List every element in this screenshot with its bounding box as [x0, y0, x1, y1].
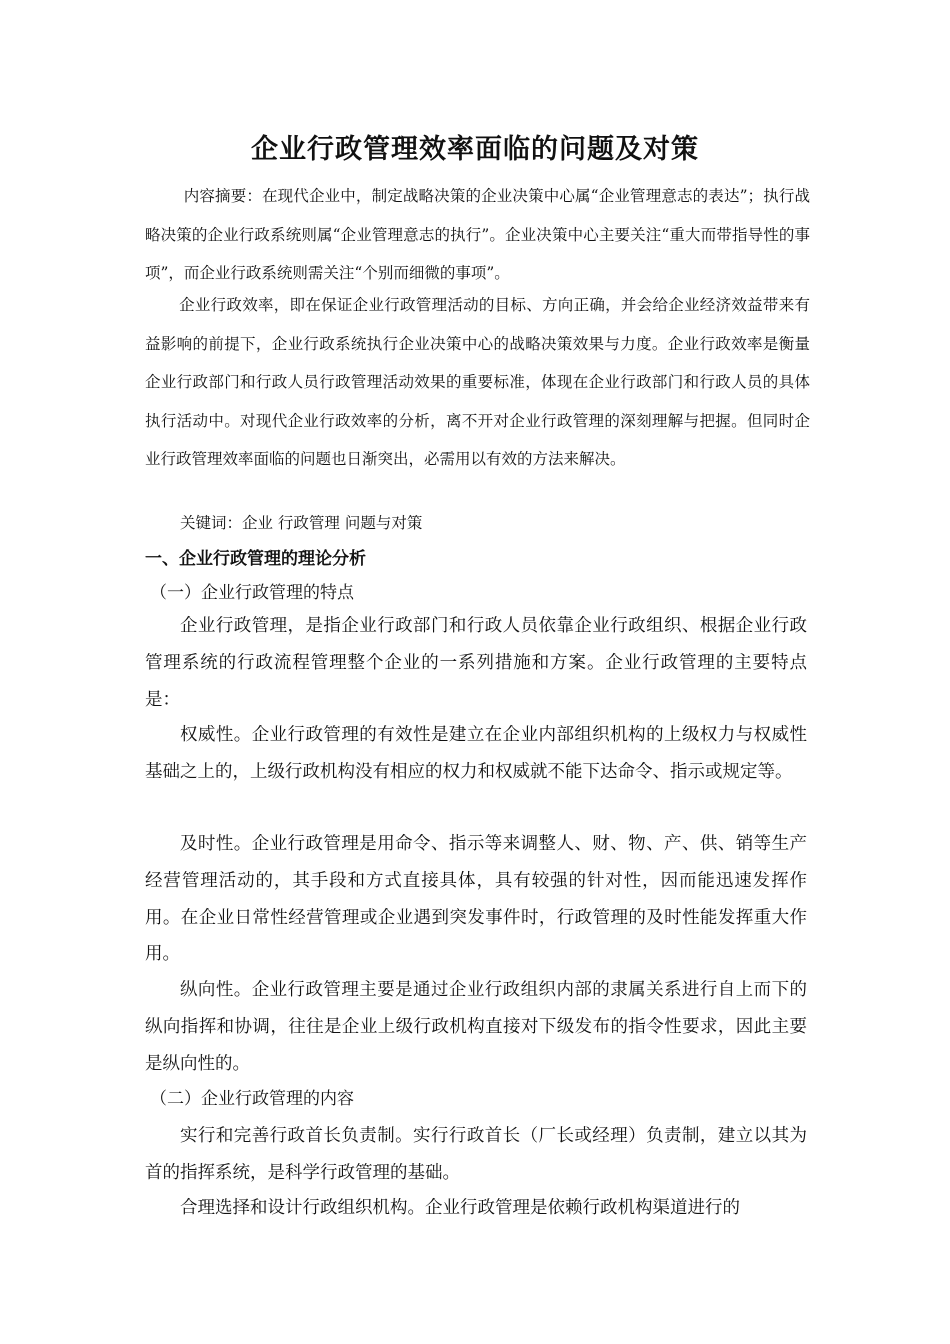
section-heading-theory: 一、企业行政管理的理论分析: [145, 549, 366, 569]
paragraph-authority: 权威性。企业行政管理的有效性是建立在企业内部组织机构的上级权力与权威性基础之上的，上级行政机构没有相应的权力和权威就不能下达命令、指示或规定等。: [145, 725, 807, 782]
paragraph-responsibility: 实行和完善行政首长负责制。实行行政首长（厂长或经理）负责制，建立以其为首的指挥系统，是科学行政管理的基础。: [145, 1126, 807, 1183]
subsection-heading-content: （二）企业行政管理的内容: [150, 1089, 354, 1109]
abstract-paragraph: 内容摘要：在现代企业中，制定战略决策的企业决策中心属“企业管理意志的表达”；执行战略决策的企业行政系统则属“企业管理意志的执行”。企业决策中心主要关注“重大而带指导性的事项”，而企业行政系统则需关注“个别而细微的事项”。: [145, 187, 810, 283]
paragraph-vertical: 纵向性。企业行政管理主要是通过企业行政组织内部的隶属关系进行自上而下的纵向指挥和协调，往往是企业上级行政机构直接对下级发布的指令性要求，因此主要是纵向性的。: [145, 980, 807, 1074]
paragraph-definition: 企业行政管理，是指企业行政部门和行政人员依靠企业行政组织、根据企业行政管理系统的行政流程管理整个企业的一系列措施和方案。企业行政管理的主要特点是：: [145, 616, 807, 710]
document-title: 企业行政管理效率面临的问题及对策: [251, 134, 699, 165]
abstract-paragraph-efficiency: 企业行政效率，即在保证企业行政管理活动的目标、方向正确，并会给企业经济效益带来有益影响的前提下，企业行政系统执行企业决策中心的战略决策效果与力度。企业行政效率是衡量企业行政部门和行政人员行政管理活动效果的重要标准，体现在企业行政部门和行政人员的具体执行活动中。对现代企业行政效率的分析，离不开对企业行政管理的深刻理解与把握。但同时企业行政管理效率面临的问题也日渐突出，必需用以有效的方法来解决。: [145, 296, 810, 469]
paragraph-structure: 合理选择和设计行政组织机构。企业行政管理是依赖行政机构渠道进行的: [180, 1198, 740, 1218]
keywords-line: 关键词：企业 行政管理 问题与对策: [180, 514, 423, 532]
paragraph-timeliness: 及时性。企业行政管理是用命令、指示等来调整人、财、物、产、供、销等生产经营管理活动的，其手段和方式直接具体，具有较强的针对性，因而能迅速发挥作用。在企业日常性经营管理或企业遇到突发事件时，行政管理的及时性能发挥重大作用。: [145, 834, 807, 965]
subsection-heading-characteristics: （一）企业行政管理的特点: [150, 583, 354, 603]
